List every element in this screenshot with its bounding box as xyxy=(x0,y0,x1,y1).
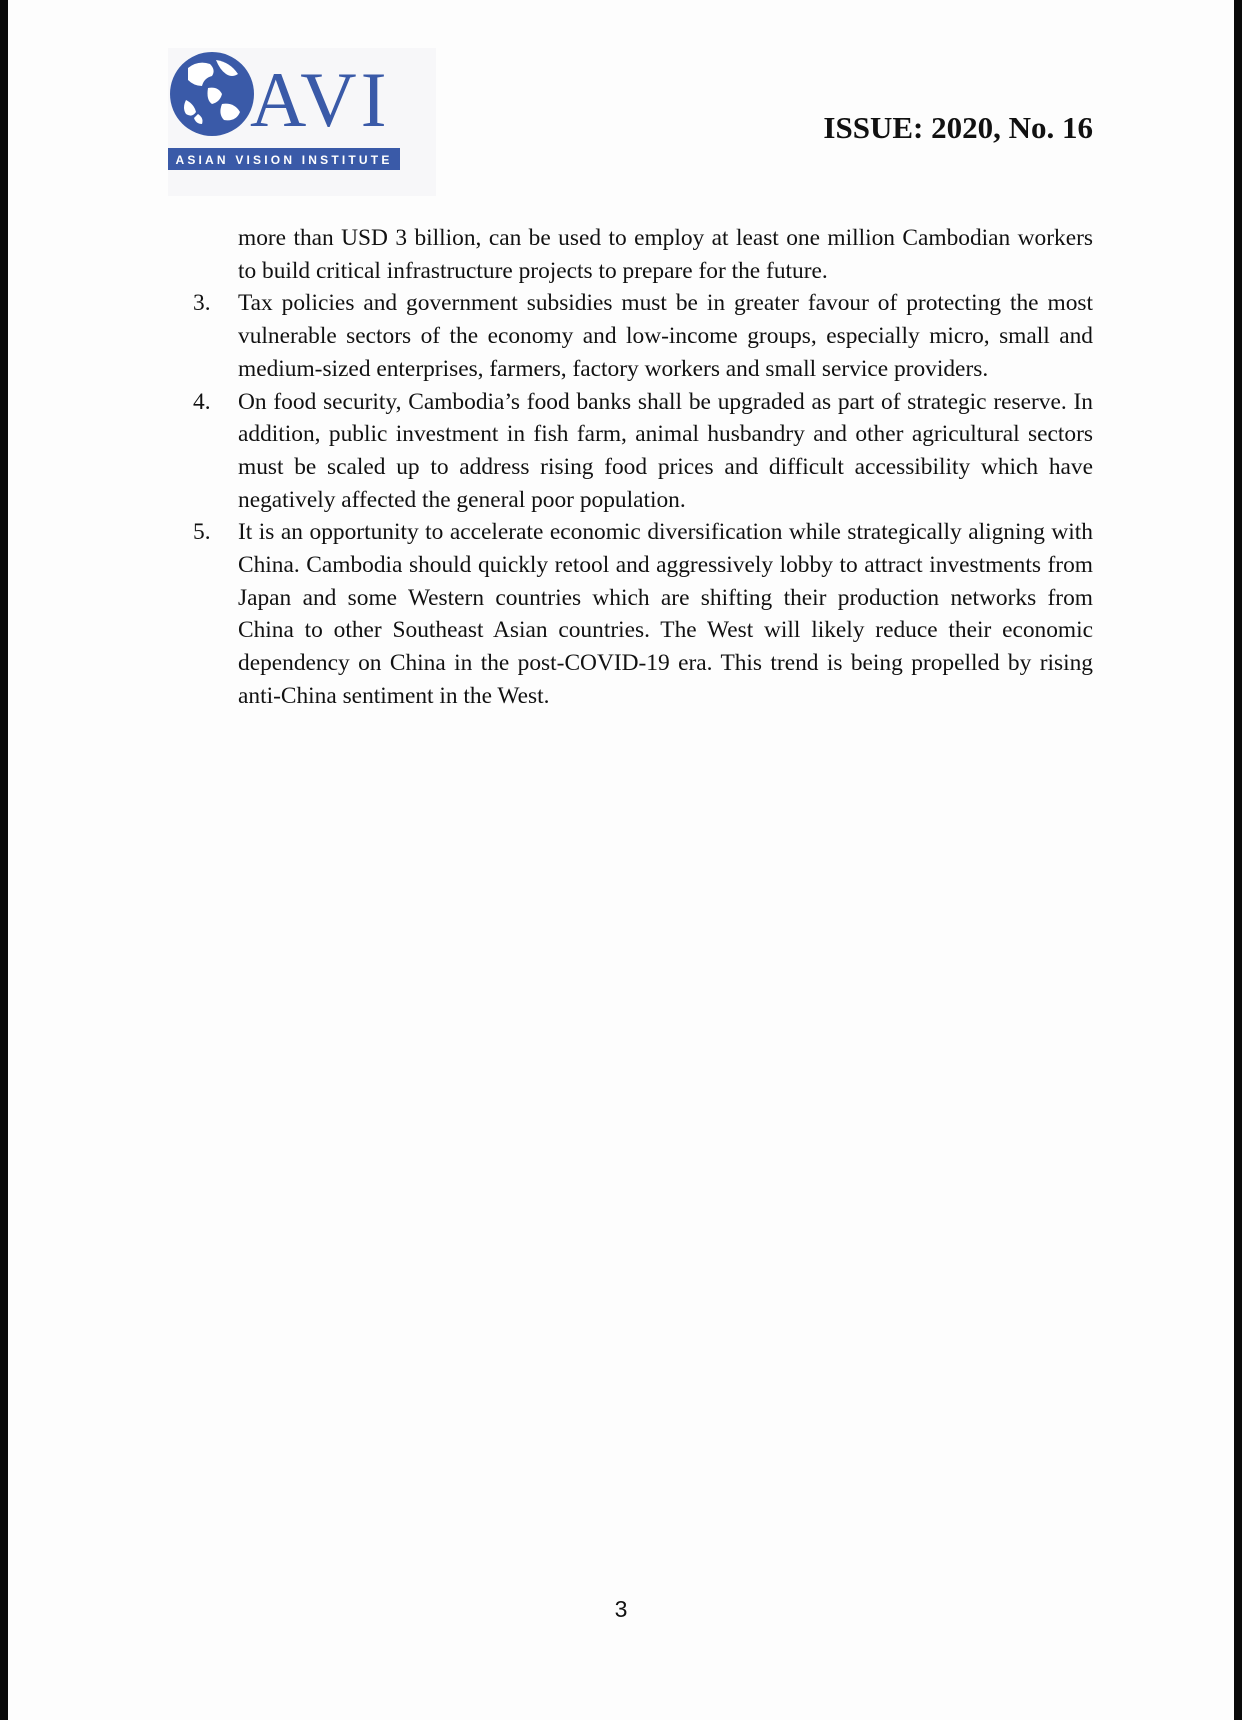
list-item xyxy=(193,386,1093,517)
list-item xyxy=(193,287,1093,385)
page-number: 3 xyxy=(614,1596,628,1622)
logo-institute-name: ASIAN VISION INSTITUTE xyxy=(175,153,393,167)
list-item-number: 3. xyxy=(193,290,211,317)
list-item-text: On food security, Cambodia’s food banks shall be upgraded as part of strategic reserve. In addition, public investment in fish farm, animal husbandry and other agricultural sectors must be scaled up to address rising food prices and difficult accessibility which have negatively affected the general poor population. xyxy=(238,388,1093,513)
continuation-paragraph: more than USD 3 billion, can be used to employ at least one million Cambodian workers to build critical infrastructure projects to prepare for the future. xyxy=(238,225,1093,284)
issue-label: ISSUE: 2020, No. 16 xyxy=(823,110,1093,145)
document-body xyxy=(193,222,1093,713)
list-item-number: 5. xyxy=(193,519,211,546)
list-item-text: It is an opportunity to accelerate economic diversification while strategically aligning with China. Cambodia should quickly retool and aggressively lobby to attract investments from Japan and some Western countries which are shifting their production networks from China to other Southeast Asian countries. The West will likely reduce their economic dependency on China in the post-COVID-19 era. This trend is being propelled by rising anti-China sentiment in the West. xyxy=(238,519,1093,709)
avi-logo xyxy=(168,48,436,196)
list-item-number: 4. xyxy=(193,388,211,415)
globe-icon xyxy=(170,52,254,136)
list-item xyxy=(193,516,1093,712)
logo-wordmark: AVI xyxy=(250,56,391,143)
list-item-text: Tax policies and government subsidies must be in greater favour of protecting the most vulnerable sectors of the economy and low-income groups, especially micro, small and medium-sized enterprises, farmers, factory workers and small service providers. xyxy=(238,290,1093,382)
document-page xyxy=(8,0,1234,1720)
